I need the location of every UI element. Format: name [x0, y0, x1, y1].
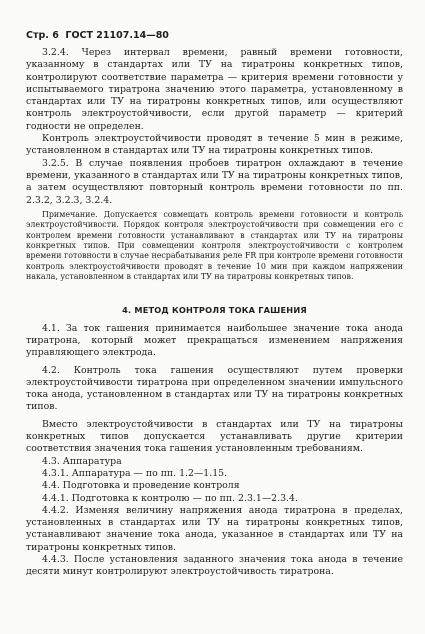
- paragraph-4-4-2: 4.4.2. Изменяя величину напряжения анода тиратрона в пределах, установленных в стандартах или ТУ на тиратроны конкретных типов, устанавливают значение тока анода, указанное в стандартах или ТУ на тиратроны конкретных типов.: [26, 504, 403, 553]
- page-header: Стр. 6 ГОСТ 21107.14—80: [26, 30, 169, 41]
- paragraph-4-1: 4.1. За ток гашения принимается наибольшее значение тока анода тиратрона, который может прекращаться изменением напряжения управляющего электрода.: [26, 322, 403, 359]
- paragraph-4-3-1: 4.3.1. Аппаратура — по пп. 1.2—1.15.: [42, 467, 228, 479]
- paragraph-4-3: 4.3. Аппаратура: [42, 455, 122, 467]
- paragraph-3-2-4-b: Контроль электроустойчивости проводят в течение 5 мин в режиме, установленном в стандартах или ТУ на тиратроны конкретных типов.: [26, 133, 403, 157]
- paragraph-4-2-b: Вместо электроустойчивости в стандартах или ТУ на тиратроны конкретных типов допускается устанавливать другие критерии соответствия значения тока гашения установленным требованиям.: [26, 418, 403, 455]
- paragraph-4-2: 4.2. Контроль тока гашения осуществляют путем проверки электроустойчивости тиратрона при определенном значении импульсного тока анода, установленном в стандартах или ТУ на тиратроны конкретных типов.: [26, 364, 403, 413]
- paragraph-3-2-4: 3.2.4. Через интервал времени, равный времени готовности, указанному в стандартах или ТУ на тиратроны конкретных типов, контролируют соответствие параметра — критерия времени готовности у испытываемого тиратрона значению этого параметра, установленному в стандартах или ТУ на тиратроны конкретных типов, или осуществляют контроль электроустойчивости, если другой параметр — критерий годности не определен.: [26, 47, 403, 132]
- paragraph-4-4-3: 4.4.3. После установления заданного значения тока анода в течение десяти минут контролируют электроустойчивость тиратрона.: [26, 554, 403, 578]
- paragraph-4-4: 4.4. Подготовка и проведение контроля: [42, 480, 240, 492]
- section-heading: 4. МЕТОД КОНТРОЛЯ ТОКА ГАШЕНИЯ: [122, 304, 307, 315]
- paragraph-4-4-1: 4.4.1. Подготовка к контролю — по пп. 2.3.1—2.3.4.: [42, 492, 298, 504]
- note-paragraph: Примечание. Допускается совмещать контроль времени готовности и контроль электроустойчивости. Порядок контроля электроустойчивости при совмещении его с контролем времени готовности устанавливают в стандартах или ТУ на тиратроны конкретных типов. При совмещении контроля электроустойчивости с контролем времени готовности в случае несрабатывания реле FR при контроле времени готовности контроль электроустойчивости проводят в течение 10 мин при каждом напряжении накала, установленном в стандартах или ТУ на тиратроны конкретных типов.: [26, 209, 403, 282]
- paragraph-3-2-5: 3.2.5. В случае появления пробоев тиратрон охлаждают в течение времени, указанного в стандартах или ТУ на тиратроны конкретных типов, а затем осуществляют повторный контроль времени готовности по пп. 2.3.2, 3.2.3, 3.2.4.: [26, 157, 403, 206]
